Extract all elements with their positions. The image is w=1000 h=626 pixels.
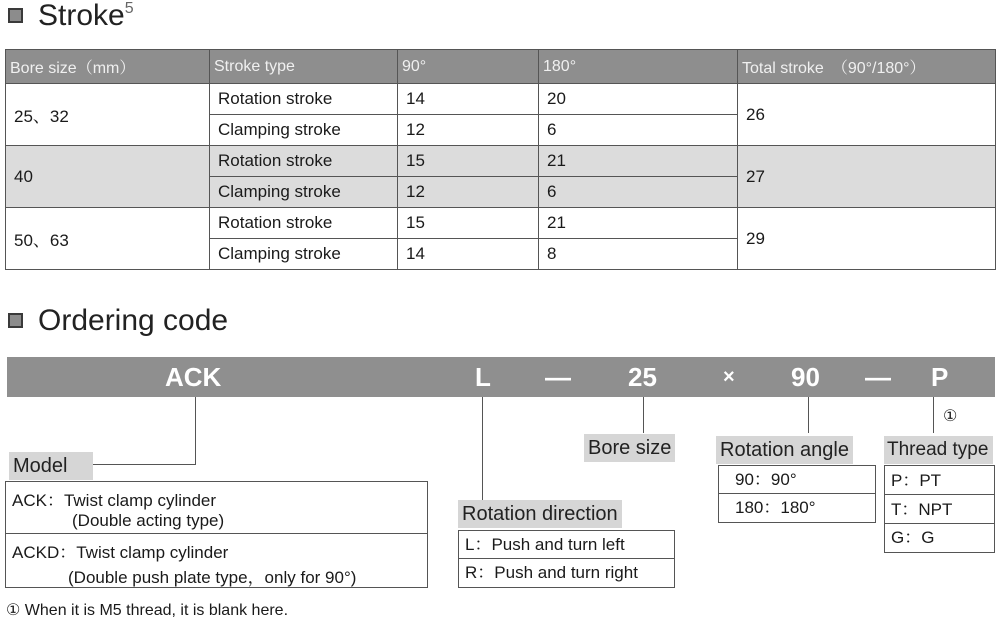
table-row	[6, 208, 996, 239]
connector-line	[482, 397, 483, 500]
header-stroke-type: Stroke type	[210, 50, 398, 84]
connector-line	[90, 464, 196, 465]
code-dash: —	[865, 362, 891, 392]
model-item-line: (Double acting type)	[72, 511, 225, 530]
value-90-cell: 12	[398, 115, 539, 146]
rotation-direction-box	[458, 530, 675, 588]
code-model: ACK	[165, 362, 222, 392]
list-item	[6, 534, 427, 587]
table-row	[6, 146, 996, 177]
stroke-title	[38, 1, 134, 31]
stroke-type-cell: Rotation stroke	[210, 84, 398, 115]
thread-type-box	[884, 465, 995, 553]
value-180-cell: 6	[539, 177, 738, 208]
value-180-cell: 8	[539, 239, 738, 270]
code-direction: L	[475, 362, 491, 392]
connector-line	[643, 397, 644, 433]
rotation-angle-label: Rotation angle	[716, 436, 853, 464]
table-row	[6, 84, 996, 115]
section-icon	[8, 313, 23, 328]
model-label: Model	[9, 452, 93, 480]
stroke-type-cell: Rotation stroke	[210, 208, 398, 239]
header-180: 180°	[539, 50, 738, 84]
list-item: G：G	[891, 528, 935, 547]
list-item	[6, 482, 427, 534]
stroke-table	[5, 49, 996, 270]
value-90-cell: 15	[398, 208, 539, 239]
bore-cell: 25、32	[6, 84, 210, 146]
stroke-title-text: Stroke	[38, 0, 125, 32]
model-box	[5, 481, 428, 588]
header-90: 90°	[398, 50, 539, 84]
stroke-type-cell: Clamping stroke	[210, 239, 398, 270]
bore-cell: 40	[6, 146, 210, 208]
model-item-line: (Double push plate type，only for 90°)	[68, 568, 357, 587]
stroke-table-header-row	[6, 50, 996, 84]
value-90-cell: 15	[398, 146, 539, 177]
value-180-cell: 20	[539, 84, 738, 115]
section-icon	[8, 8, 23, 23]
list-item: 180：180°	[735, 498, 816, 517]
list-item: R：Push and turn right	[465, 563, 638, 582]
bore-size-label: Bore size	[584, 434, 675, 462]
thread-type-label: Thread type	[884, 436, 993, 464]
footnote: ① When it is M5 thread, it is blank here.	[6, 602, 289, 619]
connector-line	[195, 397, 196, 464]
value-180-cell: 21	[539, 208, 738, 239]
rotation-direction-label: Rotation direction	[458, 500, 622, 528]
code-angle: 90	[791, 362, 820, 392]
value-90-cell: 12	[398, 177, 539, 208]
code-dash: —	[545, 362, 571, 392]
value-180-cell: 6	[539, 115, 738, 146]
connector-line	[808, 397, 809, 433]
model-item-line: ACK：Twist clamp cylinder	[12, 491, 217, 510]
list-item: 90：90°	[719, 466, 875, 494]
stroke-type-cell: Clamping stroke	[210, 177, 398, 208]
list-item: L：Push and turn left	[459, 531, 674, 559]
footnote-marker: ①	[943, 408, 958, 425]
code-times: ×	[723, 366, 735, 388]
list-item: P：PT	[885, 466, 994, 495]
value-90-cell: 14	[398, 239, 539, 270]
bore-cell: 50、63	[6, 208, 210, 270]
header-total-stroke: Total stroke （90°/180°）	[738, 50, 996, 84]
stroke-type-cell: Clamping stroke	[210, 115, 398, 146]
list-item: T：NPT	[885, 495, 994, 524]
total-stroke-cell: 26	[738, 84, 996, 146]
ordering-code-bar	[7, 357, 995, 397]
total-stroke-cell: 29	[738, 208, 996, 270]
code-thread: P	[931, 362, 949, 392]
total-stroke-cell: 27	[738, 146, 996, 208]
value-180-cell: 21	[539, 146, 738, 177]
connector-line	[933, 397, 934, 433]
model-item-line: ACKD：Twist clamp cylinder	[12, 543, 229, 562]
ordering-code-title: Ordering code	[38, 304, 229, 337]
value-90-cell: 14	[398, 84, 539, 115]
header-bore-size: Bore size（mm）	[6, 50, 210, 84]
code-bore: 25	[628, 362, 657, 392]
rotation-angle-box	[718, 465, 876, 523]
stroke-title-mark: 5	[124, 0, 134, 17]
stroke-type-cell: Rotation stroke	[210, 146, 398, 177]
